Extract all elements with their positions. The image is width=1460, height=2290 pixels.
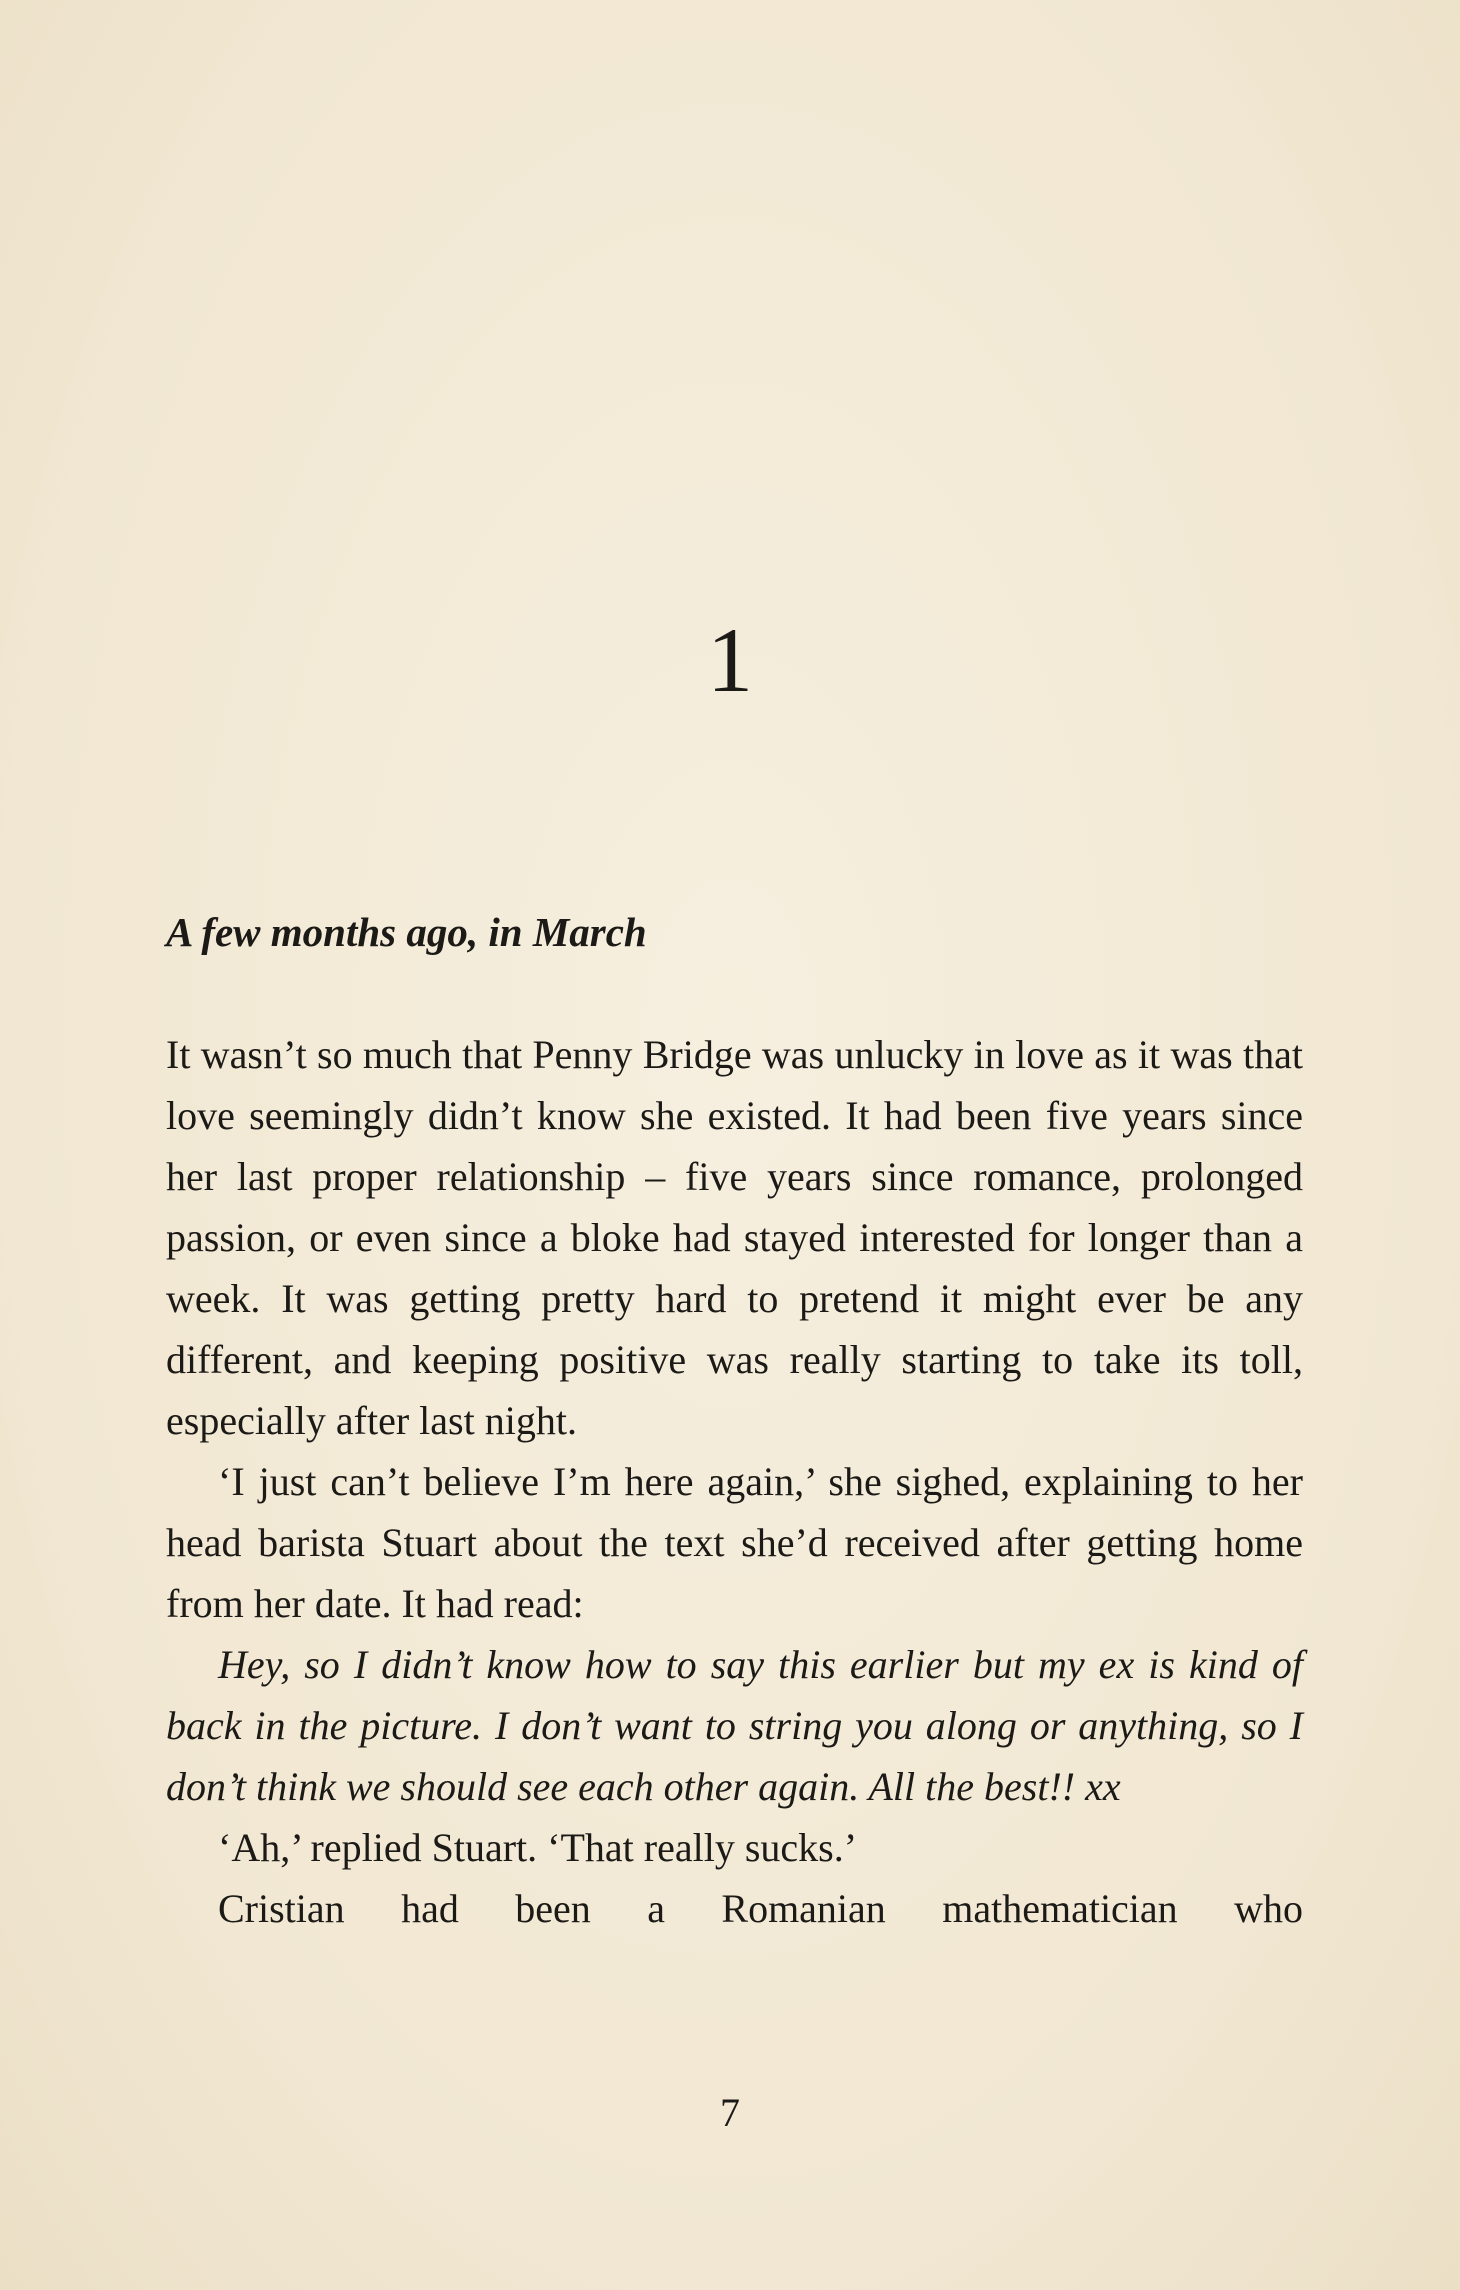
paragraph: It wasn’t so much that Penny Bridge was unlucky in love as it was that love seemingly didn’t know she existed. It had been five years since her last proper relationship – five years since romance, prolonged passion, or even since a bloke had stayed interested for longer than a week. It was getting pretty hard to pretend it might ever be any different, and keeping positive was really starting to take its toll, especially after last night. — [166, 1032, 1303, 1443]
chapter-number: 1 — [707, 609, 753, 711]
text-message-quote: Hey, so I didn’t know how to say this earlier but my ex is kind of back in the picture. I don’t want to string you along or anything, so I don’t think we should see each other again. All the best!! xx — [166, 1642, 1303, 1809]
paragraph: ‘I just can’t believe I’m here again,’ she sighed, explaining to her head barista Stuart about the text she’d received after getting home from her date. It had read: — [166, 1459, 1303, 1626]
section-heading: A few months ago, in March — [166, 909, 647, 955]
paragraph: ‘Ah,’ replied Stuart. ‘That really sucks.’ — [218, 1825, 858, 1870]
page-number: 7 — [720, 2090, 740, 2135]
body-text — [166, 1024, 1303, 1939]
paragraph: Cristian had been a Romanian mathematician who — [218, 1886, 1303, 1931]
